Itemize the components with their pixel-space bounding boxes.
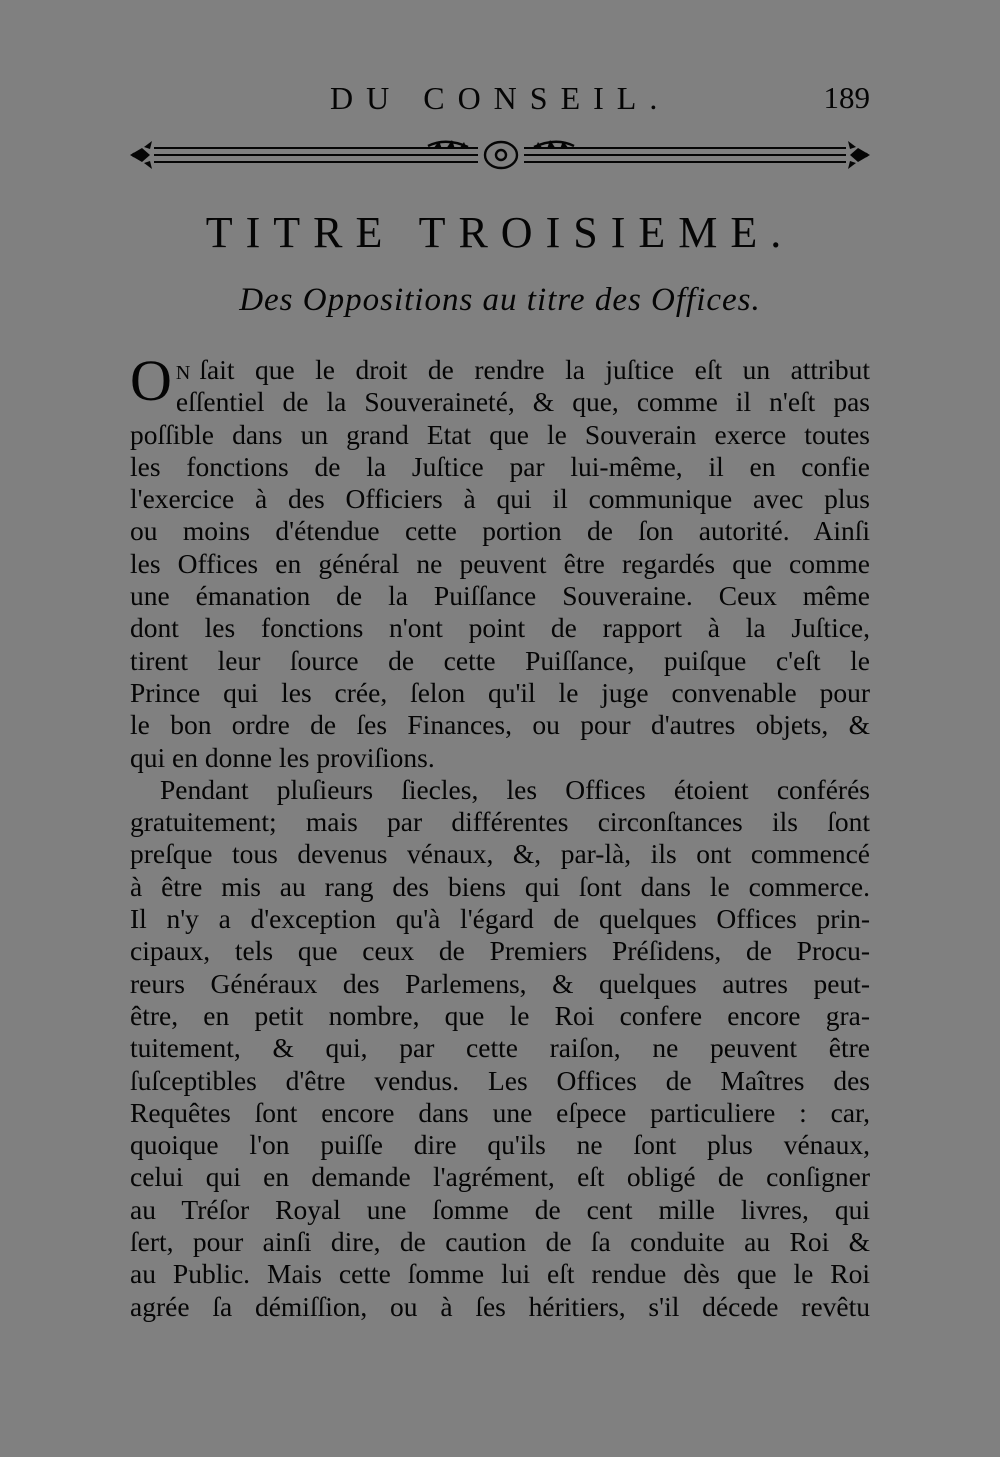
text-line: celui qui en demande l'agrément, eſt obligé de conſigner bbox=[130, 1161, 870, 1193]
page-number: 189 bbox=[823, 80, 870, 115]
paragraph-2 bbox=[130, 774, 870, 1323]
running-head bbox=[130, 78, 870, 118]
ornament-rule-icon bbox=[128, 135, 872, 175]
text-line: qui en donne les proviſions. bbox=[130, 741, 435, 773]
section-title: TITRE TROISIEME. bbox=[205, 208, 795, 257]
text-line: être, en petit nombre, que le Roi confere encore gra- bbox=[130, 999, 870, 1031]
text-line: tuitement, & qui, par cette raiſon, ne peuvent être bbox=[130, 1032, 870, 1064]
text-line: les fonctions de la Juſtice par lui-même, il en confie bbox=[130, 450, 870, 482]
text-line: Prince qui les crée, ſelon qu'il le juge convenable pour bbox=[130, 676, 870, 708]
paragraph-1 bbox=[130, 348, 870, 774]
text-line: dont les fonctions n'ont point de rapport à la Juſtice, bbox=[130, 612, 870, 644]
text-line: reurs Généraux des Parlemens, & quelques autres peut- bbox=[130, 967, 870, 999]
text-line: l'exercice à des Officiers à qui il communique avec plus bbox=[130, 483, 870, 515]
text-line: Il n'y a d'exception qu'à l'égard de quelques Offices prin- bbox=[130, 903, 870, 935]
text-line: eſſentiel de la Souveraineté, & que, comme il n'eſt pas bbox=[175, 386, 870, 418]
text-line: ſert, pour ainſi dire, de caution de ſa conduite au Roi & bbox=[130, 1226, 870, 1258]
section-subtitle: Des Oppositions au titre des Offices. bbox=[239, 282, 761, 318]
text-line: tirent leur ſource de cette Puiſſance, puiſque c'eſt le bbox=[130, 644, 870, 676]
text-line: cipaux, tels que ceux de Premiers Préſidens, de Procu- bbox=[130, 935, 870, 967]
text-line: au Tréſor Royal une ſomme de cent mille livres, qui bbox=[130, 1193, 870, 1225]
text-line: gratuitement; mais par différentes circonſtances ils ſont bbox=[130, 806, 870, 838]
drop-cap: O bbox=[130, 348, 172, 413]
text-line: quoique l'on puiſſe dire qu'ils ne ſont plus vénaux, bbox=[130, 1129, 870, 1161]
text-line: le bon ordre de ſes Finances, ou pour d'autres objets, & bbox=[130, 709, 870, 741]
text-line: Pendant pluſieurs ſiecles, les Offices étoient conférés bbox=[160, 773, 870, 805]
text-line: une émanation de la Puiſſance Souveraine. Ceux même bbox=[130, 580, 870, 612]
text-line: au Public. Mais cette ſomme lui eſt rendue dès que le Roi bbox=[130, 1258, 870, 1290]
text-line: Requêtes ſont encore dans une eſpece particuliere : car, bbox=[130, 1096, 870, 1128]
running-title: DU CONSEIL. bbox=[330, 80, 671, 116]
small-cap-word: N bbox=[175, 362, 192, 384]
text-line: poſſible dans un grand Etat que le Souverain exerce toutes bbox=[130, 418, 870, 450]
text-line: ou moins d'étendue cette portion de ſon autorité. Ainſi bbox=[130, 515, 870, 547]
text-line: à être mis au rang des biens qui ſont dans le commerce. bbox=[130, 870, 870, 902]
text-line: N ſait que le droit de rendre la juſtice eſt un attribut bbox=[175, 354, 870, 385]
body-text bbox=[130, 348, 870, 1323]
text-line: agrée ſa démiſſion, ou à ſes héritiers, s'il décede revêtu bbox=[130, 1290, 870, 1322]
text-line: ſuſceptibles d'être vendus. Les Offices de Maîtres des bbox=[130, 1064, 870, 1096]
text-line: preſque tous devenus vénaux, &, par-là, ils ont commencé bbox=[130, 838, 870, 870]
text-line: les Offices en général ne peuvent être regardés que comme bbox=[130, 547, 870, 579]
